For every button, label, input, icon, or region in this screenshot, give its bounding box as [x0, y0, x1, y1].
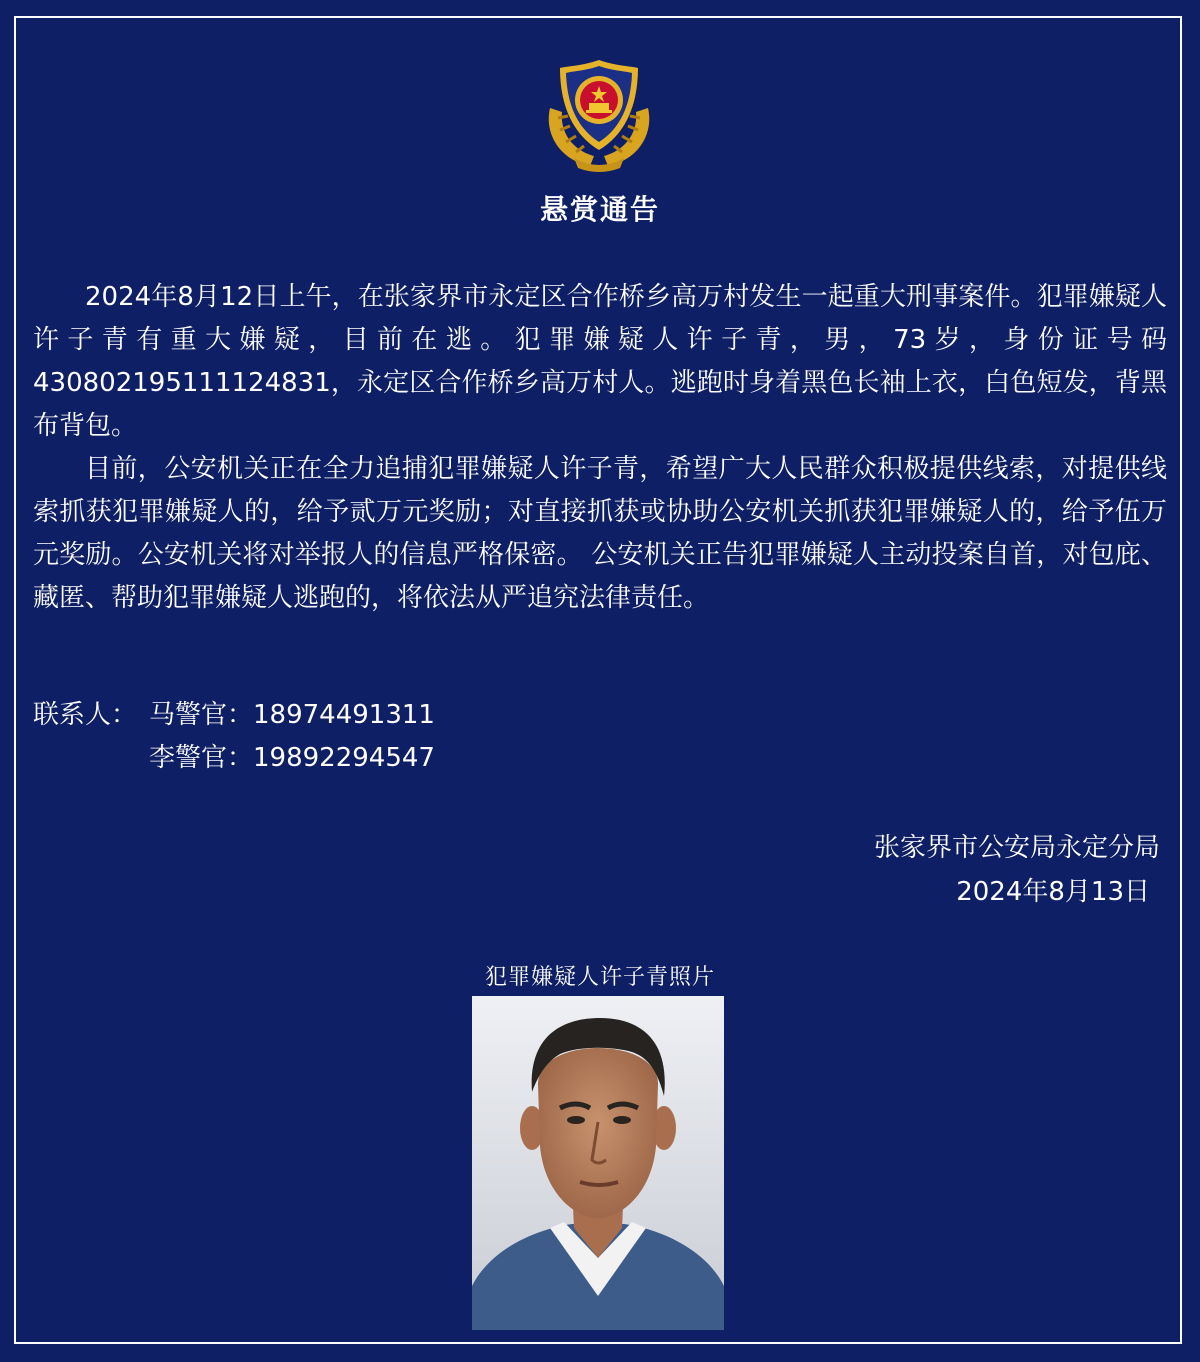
contact-name: 马警官：	[149, 700, 254, 730]
notice-body	[33, 276, 1167, 620]
contact-row	[33, 737, 435, 780]
issuer-name: 张家界市公安局永定分局	[873, 833, 1160, 863]
contact-row	[33, 694, 435, 737]
contact-phone: 18974491311	[253, 700, 435, 730]
notice-paragraph: 目前，公安机关正在全力追捕犯罪嫌疑人许子青，希望广大人民群众积极提供线索，对提供线索抓获犯罪嫌疑人的，给予贰万元奖励；对直接抓获或协助公安机关抓获犯罪嫌疑人的，给予伍万元奖励。公安机关将对举报人的信息严格保密。 公安机关正告犯罪嫌疑人主动投案自首，对包庇、藏匿、帮助犯罪嫌疑人逃跑的，将依法从严追究法律责任。	[33, 454, 1167, 613]
contact-phone: 19892294547	[253, 743, 435, 773]
notice-paragraph: 2024年8月12日上午，在张家界市永定区合作桥乡高万村发生一起重大刑事案件。犯罪嫌疑人许子青有重大嫌疑，目前在逃。犯罪嫌疑人许子青，男，73岁，身份证号码430802195111124831，永定区合作桥乡高万村人。逃跑时身着黑色长袖上衣，白色短发，背黑布背包。	[33, 282, 1167, 441]
signature-block	[760, 826, 1160, 914]
contact-block	[33, 694, 435, 780]
police-emblem-icon	[538, 56, 660, 174]
notice-title: 悬赏通告	[539, 193, 660, 226]
photo-caption: 犯罪嫌疑人许子青照片	[484, 965, 715, 990]
suspect-photo	[472, 996, 724, 1330]
contact-name: 李警官：	[149, 743, 254, 773]
issue-date: 2024年8月13日	[956, 877, 1150, 907]
contact-label: 联系人：	[33, 700, 138, 730]
